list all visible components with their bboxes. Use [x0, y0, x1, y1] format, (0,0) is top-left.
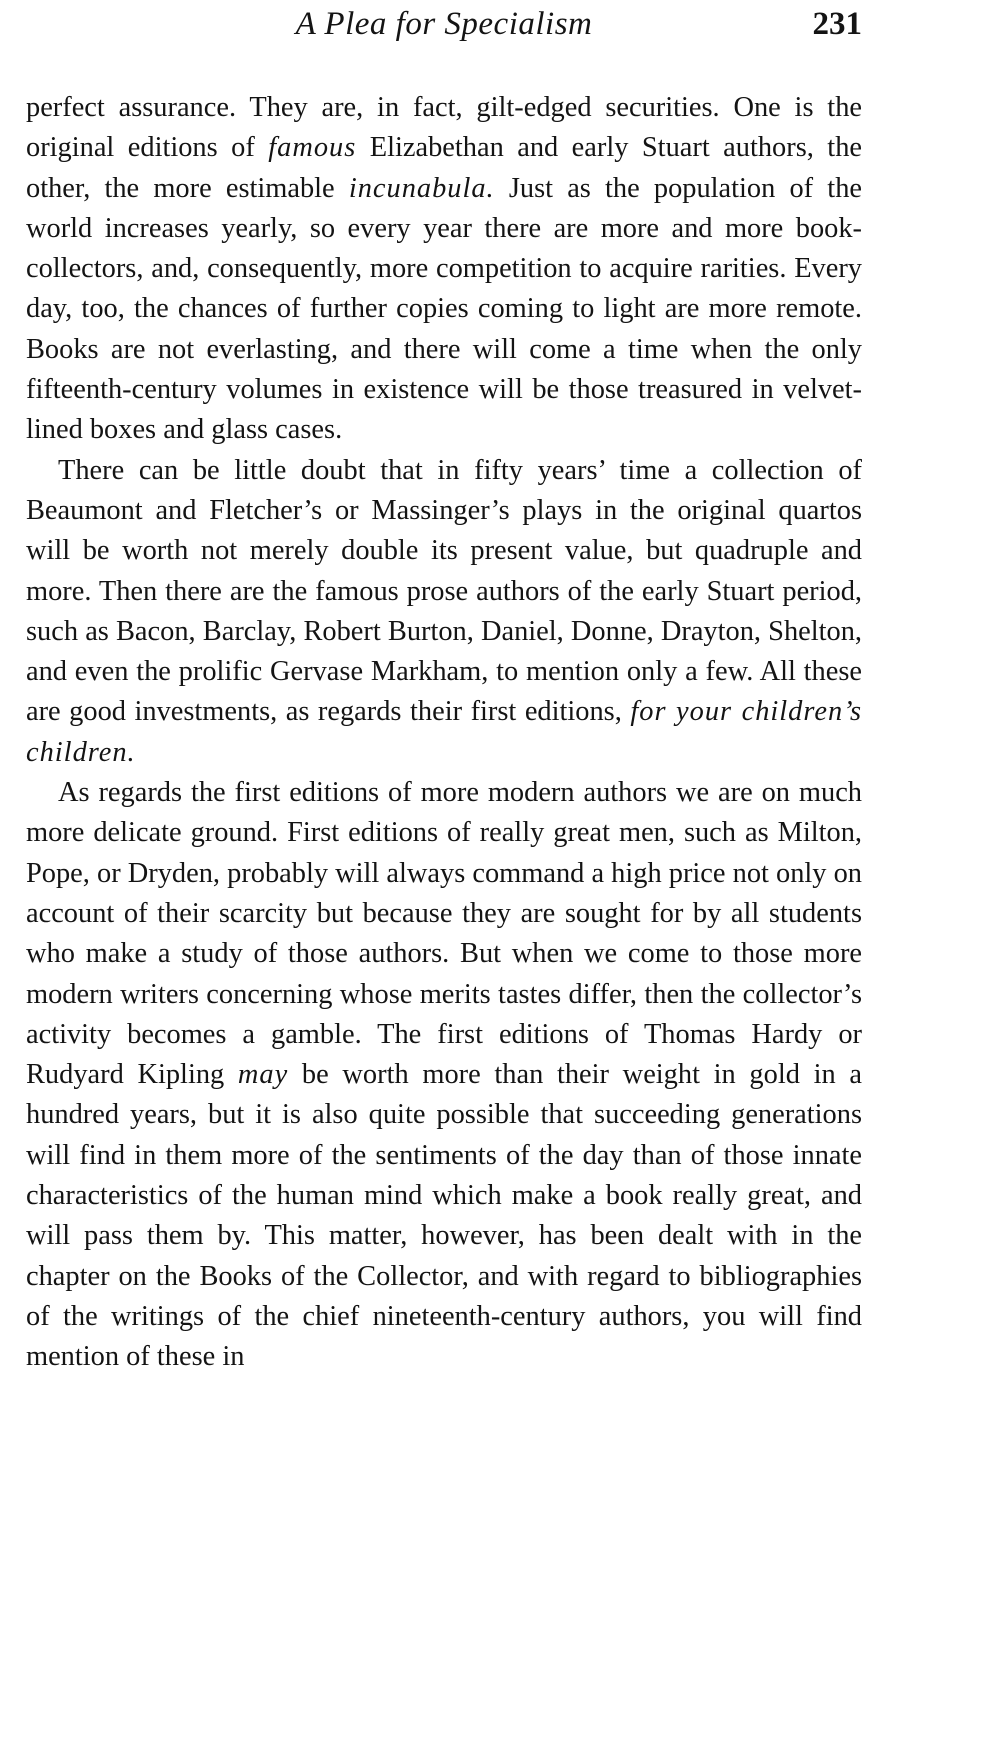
paragraph-1 — [26, 88, 862, 451]
running-header — [26, 0, 862, 74]
paragraph-text: perfect assurance. They are, in fact, gilt-edged securities. One is the original editions of — [26, 92, 862, 164]
paragraph-text: There can be little doubt that in fifty years’ time a collection of Beaumont and Fletcher’s or Massinger’s plays in the original quartos will be worth not merely double its present value, but quadruple and more. Then there are the famous prose authors of the early Stuart period, such as Bacon, Barclay, Robert Burton, Daniel, Donne, Drayton, Shelton, and even the prolific Gervase Markham, to mention only a few. All these are good investments, as regards their first editions, — [26, 454, 862, 728]
paragraph-text: Elizabethan and early Stuart authors, the other, the more estimable — [26, 132, 862, 204]
book-page — [26, 0, 862, 1378]
page-number: 231 — [812, 6, 862, 42]
body-text — [26, 88, 862, 1378]
italic-emphasis: may — [237, 1059, 289, 1091]
paragraph-text: As regards the first editions of more modern authors we are on much more delicate ground. First editions of really great men, such as Milton, Pope, or Dryden, probably will always command a high price not only on account of their scarcity but because they are sought for by all students who make a study of those authors. But when we come to those more modern writers concerning whose merits tastes differ, then the collector’s activity becomes a gamble. The first editions of Thomas Hardy or Rudyard Kipling — [26, 777, 862, 1091]
italic-emphasis: for your children’s children. — [26, 696, 862, 768]
italic-emphasis: incunabula. — [348, 172, 495, 204]
paragraph-text: be worth more than their weight in gold in a hundred years, but it is also quite possible that succeeding generations will find in them more of the sentiments of the day than of those innate characteristics of the human mind which make a book really great, and will pass them by. This matter, however, has been dealt with in the chapter on the Books of the Collector, and with regard to bibliographies of the writings of the chief nineteenth-century authors, you will find mention of these in — [26, 1059, 862, 1373]
paragraph-text: Just as the population of the world increases yearly, so every year there are more and more book-collectors, and, consequently, more competition to acquire rarities. Every day, too, the chances of further copies coming to light are more remote. Books are not everlasting, and there will come a time when the only fifteenth-century volumes in existence will be those treasured in velvet-lined boxes and glass cases. — [26, 172, 862, 446]
paragraph-2 — [26, 451, 862, 773]
paragraph-3 — [26, 773, 862, 1377]
running-title: A Plea for Specialism — [295, 6, 593, 42]
italic-emphasis: famous — [268, 132, 357, 164]
